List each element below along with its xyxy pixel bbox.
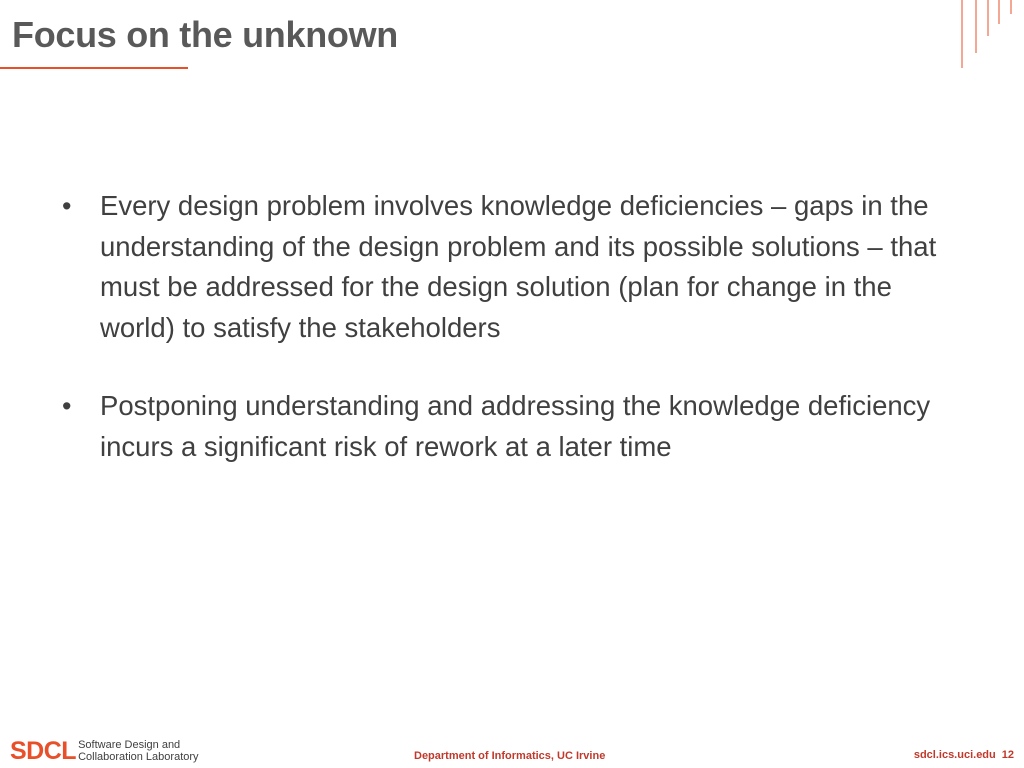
logo-subtitle-line2: Collaboration Laboratory (78, 751, 199, 763)
bullet-item (62, 186, 952, 348)
title-underline (0, 67, 188, 69)
bullet-list (62, 186, 952, 505)
logo-mark: SDCL (10, 737, 77, 765)
logo-subtitle-line1: Software Design and (78, 739, 181, 751)
bullet-text: Postponing understanding and addressing the knowledge deficiency incurs a significant risk of rework at a later time (100, 390, 931, 462)
bullet-icon: • (62, 191, 72, 221)
bullet-icon: • (62, 391, 72, 421)
bullet-text: Every design problem involves knowledge deficiencies – gaps in the understanding of the design problem and its possible solutions – that must be addressed for the design solution (plan for change in the world) to satisfy the stakeholders (100, 190, 937, 343)
logo-subtitle (78, 739, 198, 763)
sdcl-logo (10, 737, 199, 765)
footer-url: sdcl.ics.uci.edu (913, 749, 996, 761)
corner-decoration-lines (954, 0, 1024, 70)
footer-right (914, 749, 1014, 761)
slide-title: Focus on the unknown (12, 14, 398, 55)
page-number: 12 (1001, 749, 1014, 761)
footer-department: Department of Informatics, UC Irvine (414, 750, 606, 762)
bullet-item (62, 386, 952, 467)
